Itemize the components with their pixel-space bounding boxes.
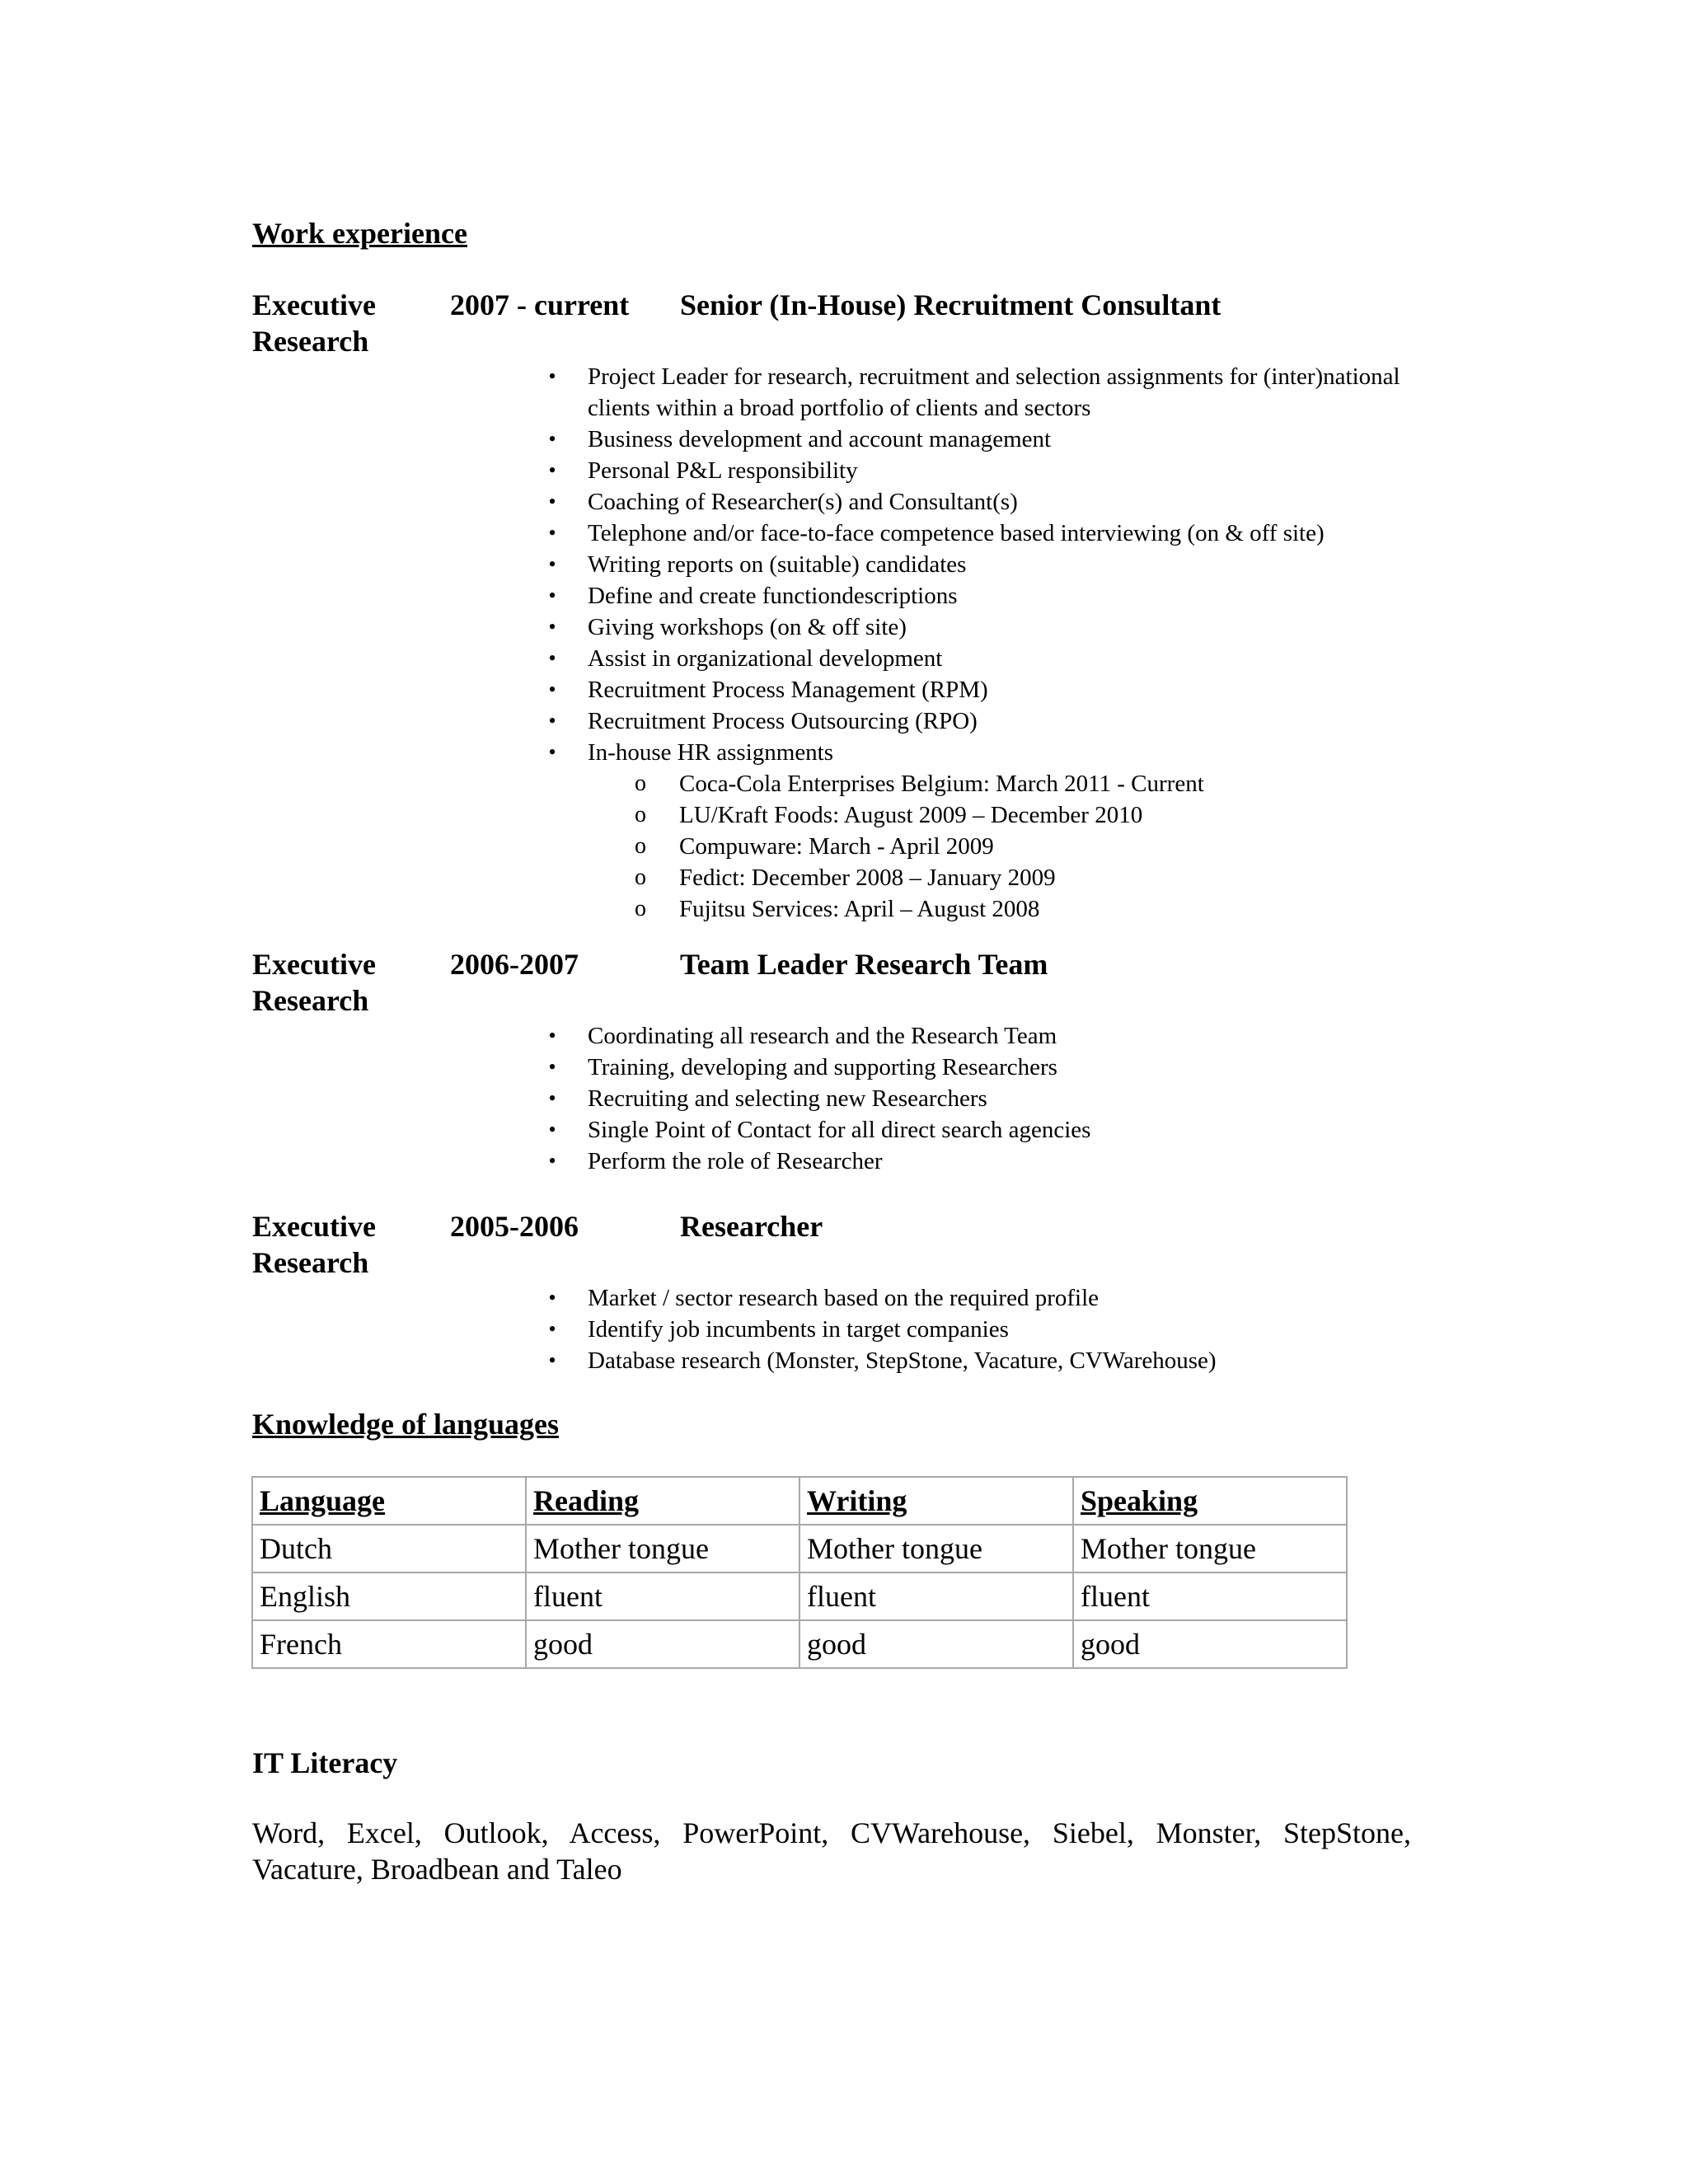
sub-list-item [588,831,1456,862]
sub-bullet-icon: o [635,833,646,859]
sub-list-item [588,862,1456,893]
job-role: Team Leader Research Team [680,948,1048,981]
list-item-text: In-house HR assignments [588,739,834,766]
bullet-icon: • [548,552,556,576]
sub-bullet-icon: o [635,802,646,827]
bullet-icon: • [548,1055,556,1079]
list-item [252,1052,1456,1083]
job-header [252,287,1456,361]
bullet-icon: • [548,740,556,764]
table-cell: fluent [1073,1572,1347,1620]
job-department: Executive Research [252,288,376,358]
bullet-icon: • [548,646,556,670]
list-item [252,674,1456,705]
it-literacy-text: Word, Excel, Outlook, Access, PowerPoint, CVWarehouse, Siebel, Monster, StepStone, Vacature, Broadbean and Taleo [252,1816,1411,1886]
list-item [252,518,1456,549]
bullet-icon: • [548,615,556,639]
list-item-text: Identify job incumbents in target companies [588,1316,1009,1343]
list-item [252,1314,1456,1345]
bullet-icon: • [548,458,556,482]
list-item-text: Market / sector research based on the required profile [588,1285,1100,1311]
list-item-text: Recruiting and selecting new Researchers [588,1085,987,1112]
sub-list-item [588,893,1456,925]
bullet-icon: • [548,427,556,451]
list-item [252,1114,1456,1146]
list-item [252,549,1456,580]
table-cell: Mother tongue [526,1525,799,1572]
job-period: 2006-2007 [450,948,579,981]
sub-list-item [588,768,1456,799]
languages-heading: Knowledge of languages [252,1408,560,1441]
list-item-text: Perform the role of Researcher [588,1148,883,1174]
job-header [252,946,1456,1020]
sub-bullet-icon: o [635,771,646,796]
sub-bullet-list [588,768,1456,925]
bullet-icon: • [548,1086,556,1110]
bullet-icon: • [548,1286,556,1310]
list-item-text: Database research (Monster, StepStone, Vacature, CVWarehouse) [588,1347,1217,1374]
sub-bullet-icon: o [635,896,646,921]
sub-list-item-text: Coca-Cola Enterprises Belgium: March 2011 - Current [679,771,1204,797]
column-header: Writing [799,1477,1073,1525]
job-bullet-list [252,361,1456,925]
table-header-row [252,1477,1347,1525]
job-role: Senior (In-House) Recruitment Consultant [680,288,1221,321]
list-item [252,455,1456,486]
bullet-icon: • [548,709,556,733]
list-item-text: Single Point of Contact for all direct search agencies [588,1117,1091,1143]
list-item-text: Define and create functiondescriptions [588,583,958,609]
it-literacy-heading: IT Literacy [252,1746,398,1779]
bullet-icon: • [548,521,556,545]
sub-bullet-icon: o [635,865,646,890]
list-item [252,580,1456,612]
bullet-icon: • [548,1024,556,1047]
job-entry [252,287,1456,925]
list-item-text: Coordinating all research and the Research Team [588,1023,1057,1049]
list-item-text: Giving workshops (on & off site) [588,614,907,640]
list-item [252,1083,1456,1114]
list-item-text: Personal P&L responsibility [588,457,858,484]
list-item [252,486,1456,518]
list-item-text: Coaching of Researcher(s) and Consultant(s) [588,489,1018,515]
list-item [252,361,1456,424]
list-item [252,643,1456,674]
job-bullet-list [252,1020,1456,1177]
bullet-icon: • [548,364,556,388]
sub-list-item-text: Fedict: December 2008 – January 2009 [679,865,1056,891]
job-header [252,1208,1456,1282]
sub-list-item-text: Compuware: March - April 2009 [679,833,994,860]
table-cell: good [526,1620,799,1668]
sub-list-item-text: LU/Kraft Foods: August 2009 – December 2010 [679,802,1143,828]
job-entry [252,946,1456,1177]
work-experience-heading: Work experience [252,217,467,250]
job-entry [252,1208,1456,1376]
bullet-icon: • [548,1149,556,1173]
bullet-icon: • [548,583,556,607]
list-item [252,1345,1456,1376]
sub-list-item-text: Fujitsu Services: April – August 2008 [679,896,1040,922]
job-period: 2007 - current [450,288,630,321]
list-item-text: Project Leader for research, recruitment and selection assignments for (inter)national clients within a broad portfolio of clients and sectors [588,363,1400,421]
bullet-icon: • [548,677,556,701]
job-department: Executive Research [252,948,376,1017]
column-header: Language [252,1477,526,1525]
list-item [252,705,1456,737]
bullet-icon: • [548,1317,556,1341]
list-item-text: Business development and account management [588,426,1052,452]
list-item-text: Recruitment Process Outsourcing (RPO) [588,708,978,734]
list-item [252,424,1456,455]
list-item-text: Training, developing and supporting Researchers [588,1054,1057,1080]
languages-table [251,1476,1348,1669]
list-item-text: Recruitment Process Management (RPM) [588,677,988,703]
table-row [252,1572,1347,1620]
sub-list-item [588,799,1456,831]
job-department: Executive Research [252,1210,376,1279]
table-cell: fluent [526,1572,799,1620]
job-role: Researcher [680,1210,823,1243]
bullet-icon: • [548,490,556,513]
list-item [252,1146,1456,1177]
list-item [252,1020,1456,1052]
list-item-text: Assist in organizational development [588,645,943,672]
table-cell: Dutch [252,1525,526,1572]
job-bullet-list [252,1282,1456,1376]
list-item [252,1282,1456,1314]
column-header: Reading [526,1477,799,1525]
table-row [252,1620,1347,1668]
list-item-text: Telephone and/or face-to-face competence based interviewing (on & off site) [588,520,1325,546]
list-item [252,737,1456,925]
table-cell: English [252,1572,526,1620]
table-cell: Mother tongue [1073,1525,1347,1572]
bullet-icon: • [548,1118,556,1141]
table-row [252,1525,1347,1572]
table-cell: good [1073,1620,1347,1668]
job-period: 2005-2006 [450,1210,579,1243]
list-item-text: Writing reports on (suitable) candidates [588,551,967,578]
table-cell: French [252,1620,526,1668]
table-cell: good [799,1620,1073,1668]
bullet-icon: • [548,1348,556,1372]
table-cell: fluent [799,1572,1073,1620]
column-header: Speaking [1073,1477,1347,1525]
table-cell: Mother tongue [799,1525,1073,1572]
list-item [252,612,1456,643]
